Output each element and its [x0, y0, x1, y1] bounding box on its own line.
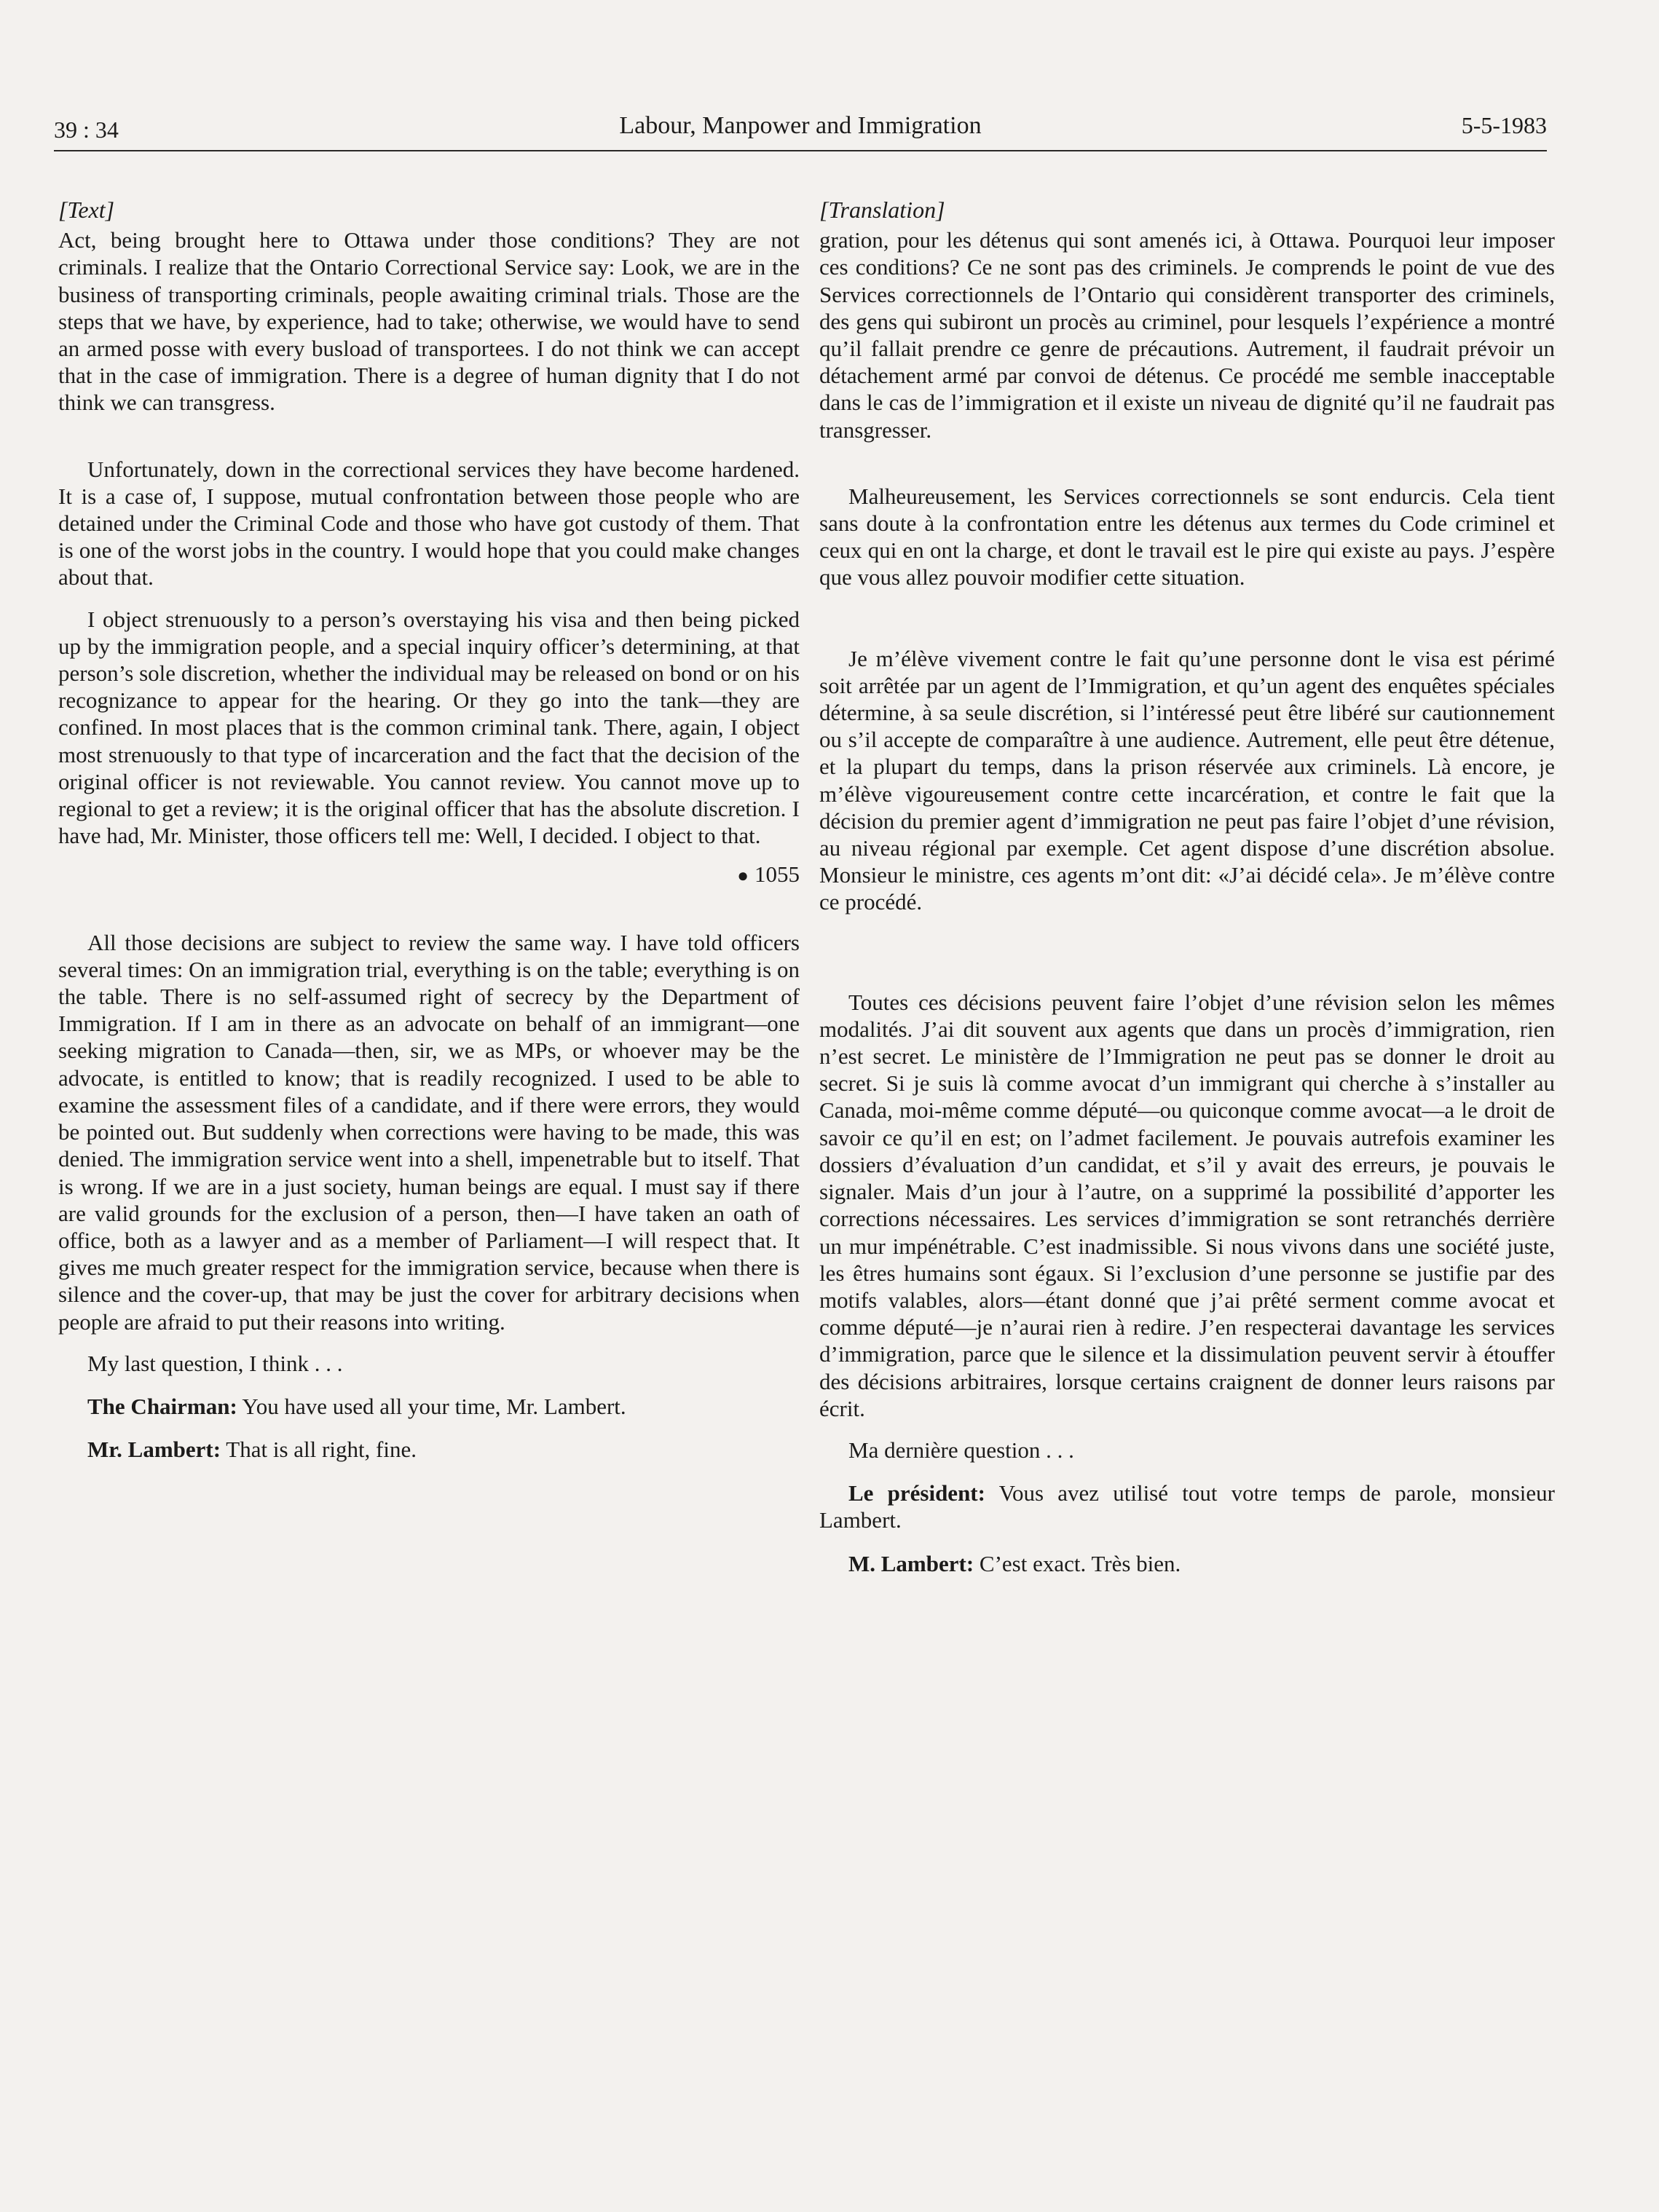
- lambert-speech: [58, 1436, 800, 1463]
- paragraph: Malheureusement, les Services correctionnels se sont endurcis. Cela tient sans doute à la confrontation entre les détenus aux termes du Code criminel et ceux qui en ont la charge, et dont le travail est le pire qui existe au pays. J’espère que vous allez pouvoir modifier cette situation.: [819, 483, 1555, 590]
- paragraph: My last question, I think . . .: [87, 1350, 343, 1376]
- chairman-speech: [58, 1393, 800, 1420]
- paragraph: I object strenuously to a person’s overstaying his visa and then being picked up by the immigration people, and a special inquiry officer’s determining, at that person’s sole discretion, whether the individual may be released on bond or on his recognizance to appear for the hearing. Or they go into the tank—they are confined. In most places that is the common criminal tank. There, again, I object most strenuously to that type of incarceration and the fact that the decision of the original officer is not reviewable. You cannot review. You cannot move up to regional to get a review; it is the original officer that has the absolute discretion. I have had, Mr. Minister, those officers tell me: Well, I decided. I object to that.: [58, 606, 800, 849]
- time-mark-text: 1055: [754, 861, 800, 888]
- paragraph: Ma dernière question . . .: [848, 1437, 1074, 1463]
- time-marker: [58, 861, 800, 889]
- paragraph: All those decisions are subject to review the same way. I have told officers several times: On an immigration trial, everything is on the table; everything is on the table. There is no self-assumed right of secrecy by the Department of Immigration. If I am in there as an advocate on behalf of an immigrant—one seeking migration to Canada—then, sir, we as MPs, or whoever may be the advocate, is entitled to know; that is readily recognized. I used to be able to examine the assessment files of a candidate, and if there were errors, they would be pointed out. But suddenly when corrections were having to be made, this was denied. The immigration service went into a shell, impenetrable but to itself. That is wrong. If we are in a just society, human beings are equal. I must say if there are valid grounds for the exclusion of a person, then—I have taken an oath of office, both as a lawyer and as a member of Parliament—I will respect that. It gives me much greater respect for the immigration service, because when there is silence and the cover-up, that may be just the cover for arbitrary decisions when people are afraid to put their reasons into writing.: [58, 929, 800, 1335]
- bullet-icon: ●: [737, 865, 749, 887]
- speaker-name: Le président:: [848, 1480, 985, 1506]
- text-label: [Text]: [58, 197, 115, 223]
- page-title: Labour, Manpower and Immigration: [619, 112, 982, 139]
- paragraph: gration, pour les détenus qui sont amenés ici, à Ottawa. Pourquoi leur imposer ces conditions? Ce ne sont pas des criminels. Je comprends le point de vue des Services correctionnels de l’Ontario qui considèrent transporter des criminels, des gens qui subiront un procès au criminel, pour lesquels l’expérience a montré qu’il fallait prendre ce genre de précautions. Autrement, il faudrait prévoir un détachement armé par convoi de détenus. Ce procédé me semble inacceptable dans le cas de l’immigration et il existe un niveau de dignité qu’il ne faudrait pas transgresser.: [819, 227, 1555, 443]
- lambert-speech: [819, 1550, 1555, 1577]
- translation-label: [Translation]: [819, 197, 945, 223]
- speaker-name: M. Lambert:: [848, 1550, 974, 1576]
- paragraph: Act, being brought here to Ottawa under those conditions? They are not criminals. I realize that the Ontario Correctional Service say: Look, we are in the business of transporting criminals, people awaiting criminal trials. Those are the steps that we have, by experience, had to take; otherwise, we would have to send an armed posse with every busload of transportees. I do not think we can accept that in the case of immigration. There is a degree of human dignity that I do not think we can transgress.: [58, 227, 800, 416]
- english-column: [58, 197, 800, 1463]
- speech-text: You have used all your time, Mr. Lambert.: [237, 1393, 626, 1419]
- page-number: 39 : 34: [54, 116, 119, 143]
- paragraph: Toutes ces décisions peuvent faire l’objet d’une révision selon les mêmes modalités. J’ai dit souvent aux agents que dans un procès d’immigration, rien n’est secret. Le ministère de l’Immigration ne peut pas se donner le droit au secret. Si je suis là comme avocat d’un immigrant qui cherche à s’installer au Canada, moi-même comme député—ou quiconque comme avocat—a le droit de savoir ce qu’il en est; on l’admet facilement. Je pouvais autrefois examiner les dossiers d’évaluation d’un candidat, et s’il y avait des erreurs, je pouvais le signaler. Mais d’un jour à l’autre, on a supprimé la possibilité d’apporter les corrections nécessaires. Les services d’immigration se sont retranchés derrière un mur impénétrable. C’est inadmissible. Si nous vivons dans une société juste, les êtres humains sont égaux. Si l’exclusion d’une personne se justifie par des motifs valables, alors—étant donné que j’ai prêté serment comme avocat et comme député—je n’aurai rien à redire. J’en respecterai davantage les services d’immigration, parce que le silence et la dissimulation peuvent servir à étouffer des décisions arbitraires, lorsque certains craignent de donner leurs raisons par écrit.: [819, 989, 1555, 1421]
- french-column: [819, 197, 1555, 1577]
- page-date: 5-5-1983: [1461, 112, 1547, 138]
- speech-text: Vous avez utilisé tout votre temps de parole, monsieur Lambert.: [819, 1480, 1555, 1533]
- speech-text: That is all right, fine.: [221, 1437, 417, 1463]
- president-speech: [819, 1480, 1555, 1533]
- speaker-name: The Chairman:: [87, 1393, 237, 1419]
- paragraph: Unfortunately, down in the correctional services they have become hardened. It is a case of, I suppose, mutual confrontation between those people who are detained under the Criminal Code and those who have got custody of them. That is one of the worst jobs in the country. I would hope that you could make changes about that.: [58, 456, 800, 590]
- speaker-name: Mr. Lambert:: [87, 1437, 221, 1463]
- running-header: [54, 109, 1547, 151]
- speech-text: C’est exact. Très bien.: [974, 1550, 1181, 1576]
- paragraph: Je m’élève vivement contre le fait qu’une personne dont le visa est périmé soit arrêtée par un agent de l’Immigration, et qu’un agent des enquêtes spéciales détermine, à sa seule discrétion, si l’intéressé peut être libéré sur cautionnement ou s’il accepte de comparaître à une audience. Autrement, elle peut être détenue, et la plupart du temps, dans la prison réservée aux criminels. Là encore, je m’élève vigoureusement contre cette incarcération, et contre le fait que la décision du premier agent d’immigration ne peut pas faire l’objet d’une révision, au niveau régional par exemple. Cet agent dispose d’une discrétion absolue. Monsieur le ministre, ces agents m’ont dit: «J’ai décidé cela». Je m’élève contre ce procédé.: [819, 645, 1555, 915]
